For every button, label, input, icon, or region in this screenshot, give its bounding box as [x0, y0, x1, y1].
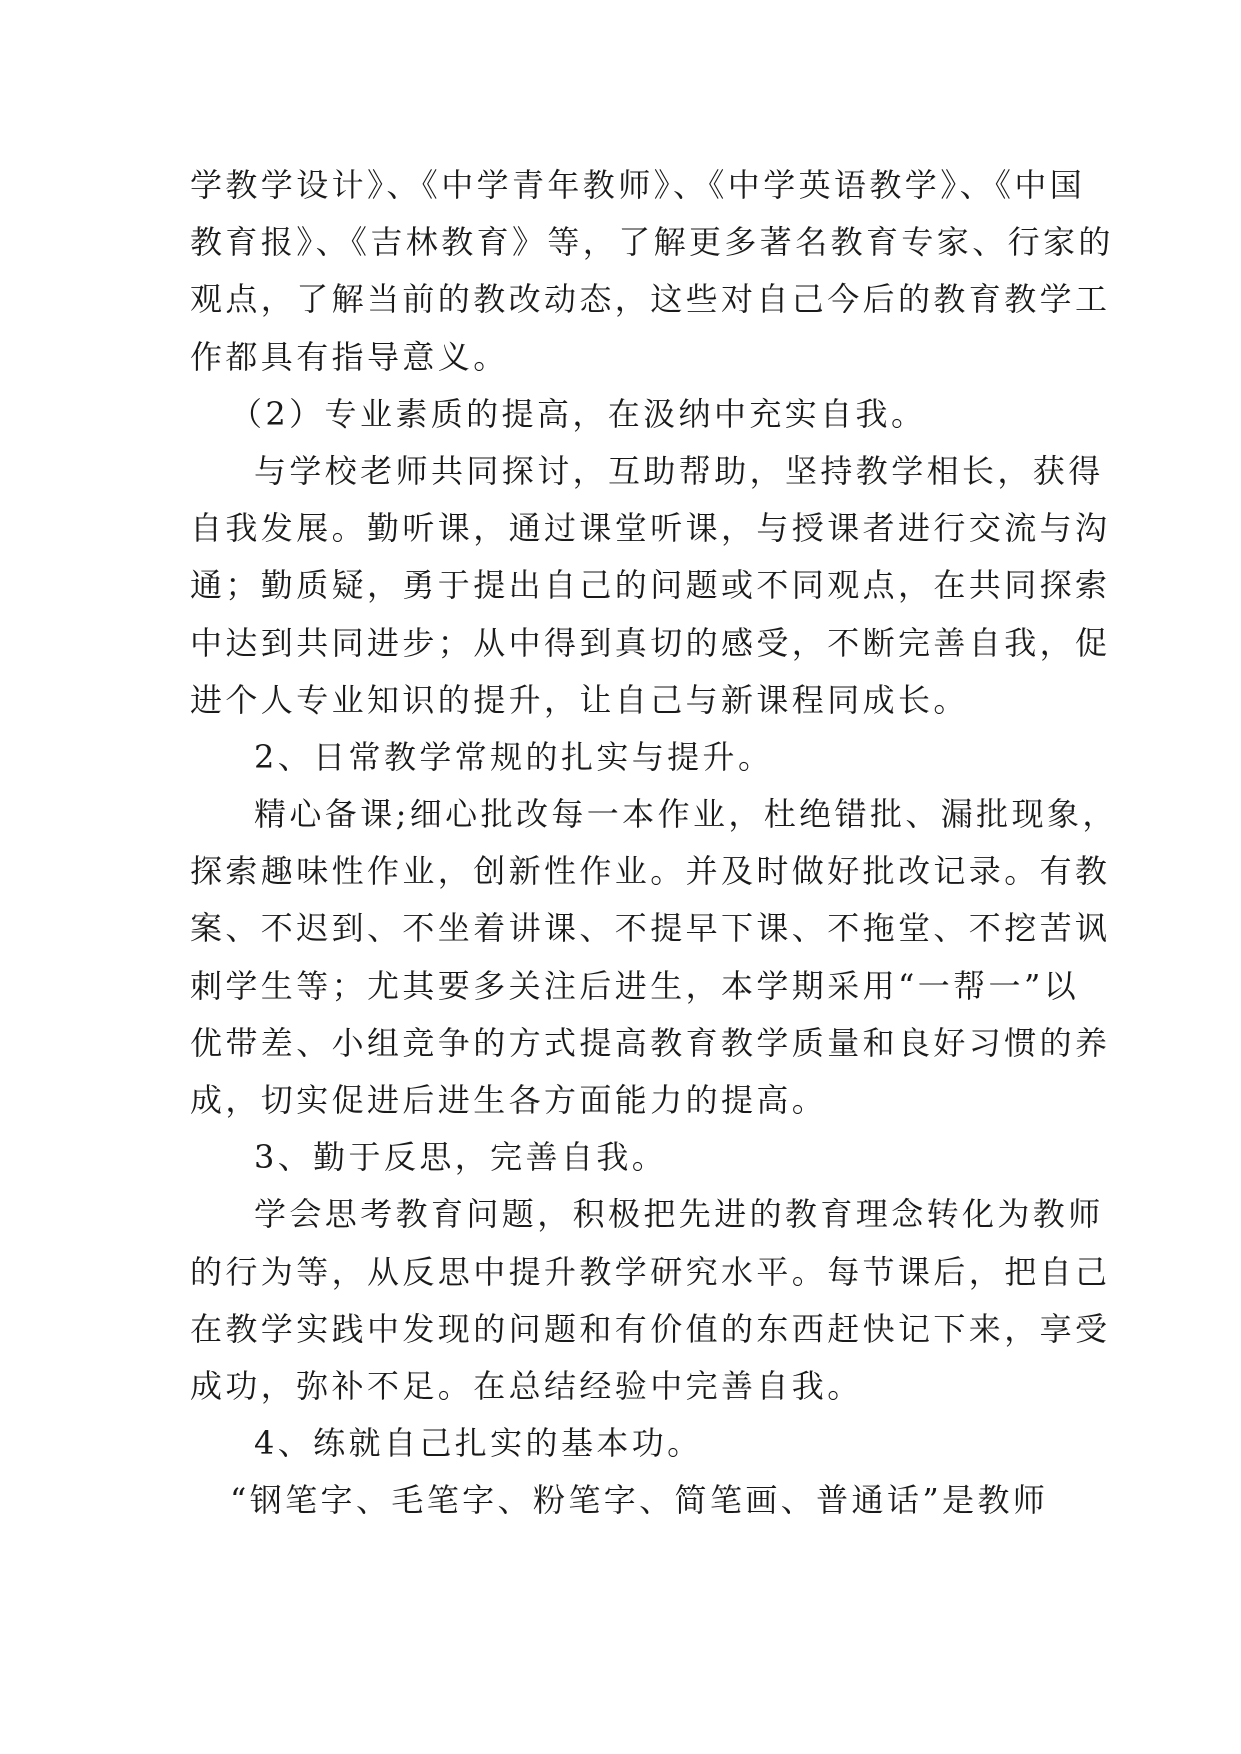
text-line: 学教学设计》、《中学青年教师》、《中学英语教学》、《中国 [190, 166, 1086, 204]
text-line: 的行为等，从反思中提升教学研究水平。每节课后，把自己 [190, 1252, 1111, 1291]
text-line: 案、不迟到、不坐着讲课、不提早下课、不拖堂、不挖苦讽 [190, 909, 1111, 948]
text-line: 进个人专业知识的提升，让自己与新课程同成长。 [190, 680, 969, 719]
text-line: 刺学生等；尤其要多关注后进生，本学期采用“一帮一”以 [190, 966, 1080, 1005]
text-line: 教育报》、《吉林教育》等，了解更多著名教育专家、行家的 [190, 223, 1114, 262]
text-line: 通；勤质疑，勇于提出自己的问题或不同观点，在共同探索 [190, 566, 1111, 605]
text-line: 成，切实促进后进生各方面能力的提高。 [190, 1081, 828, 1119]
section-heading: 3、勤于反思，完善自我。 [254, 1138, 668, 1177]
section-heading: 4、练就自己扎实的基本功。 [254, 1424, 703, 1463]
text-line: 成功，弥补不足。在总结经验中完善自我。 [190, 1366, 863, 1405]
section-heading: 2、日常教学常规的扎实与提升。 [254, 737, 774, 776]
text-line: 观点，了解当前的教改动态，这些对自己今后的教育教学工 [190, 280, 1111, 319]
paragraph-start: 精心备课;细心批改每一本作业，杜绝错批、漏批现象， [254, 795, 1118, 834]
text-line: 自我发展。勤听课，通过课堂听课，与授课者进行交流与沟 [190, 509, 1111, 548]
text-line: 作都具有指导意义。 [190, 337, 509, 376]
text-line: 优带差、小组竞争的方式提高教育教学质量和良好习惯的养 [190, 1023, 1111, 1062]
text-line: 在教学实践中发现的问题和有价值的东西赶快记下来，享受 [190, 1309, 1111, 1348]
paragraph-start: 学会思考教育问题，积极把先进的教育理念转化为教师 [254, 1195, 1104, 1234]
paragraph-start: 与学校老师共同探讨，互助帮助，坚持教学相长，获得 [254, 451, 1104, 490]
text-line: 中达到共同进步；从中得到真切的感受，不断完善自我，促 [190, 623, 1111, 662]
body-text [190, 157, 1118, 1530]
subsection-heading: （2）专业素质的提高，在汲纳中充实自我。 [230, 394, 927, 433]
text-line: 探索趣味性作业，创新性作业。并及时做好批改记录。有教 [190, 852, 1111, 891]
paragraph-start: “钢笔字、毛笔字、粉笔字、简笔画、普通话”是教师 [230, 1481, 1049, 1520]
